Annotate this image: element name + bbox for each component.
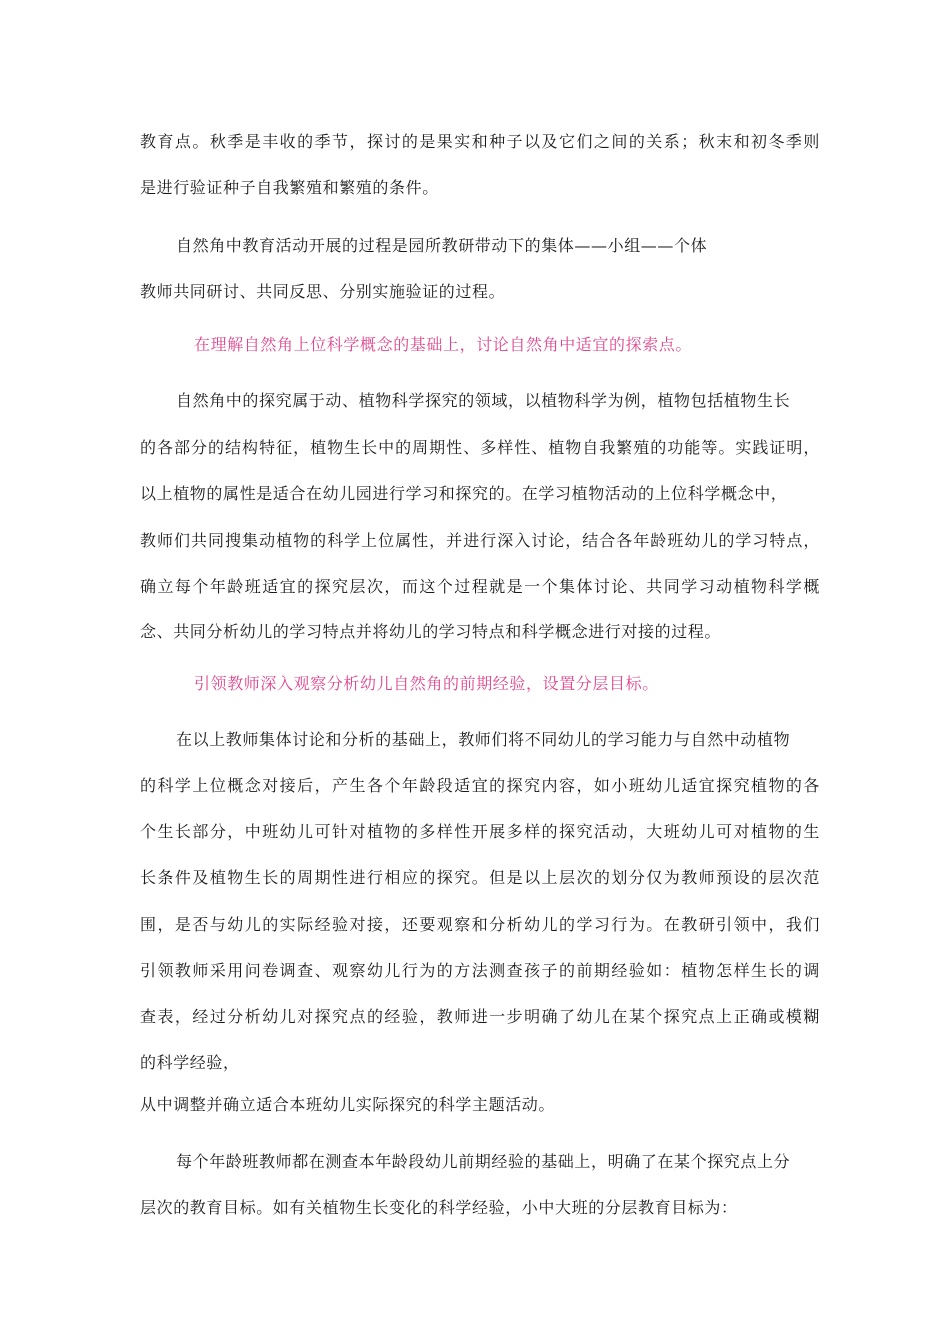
section-heading-2: 引领教师深入观察分析幼儿自然角的前期经验，设置分层目标。 <box>194 674 659 693</box>
paragraph-4-line-6: 引领教师采用问卷调查、观察幼儿行为的方法测查孩子的前期经验如：植物怎样生长的调 <box>140 961 820 980</box>
paragraph-4-line-9: 从中调整并确立适合本班幼儿实际探究的科学主题活动。 <box>140 1095 556 1114</box>
paragraph-3-line-3: 以上植物的属性是适合在幼儿园进行学习和探究的。在学习植物活动的上位科学概念中， <box>140 484 788 503</box>
paragraph-3-line-4: 教师们共同搜集动植物的科学上位属性，并进行深入讨论，结合各年龄班幼儿的学习特点， <box>140 531 820 550</box>
paragraph-4-line-7: 查表，经过分析幼儿对探究点的经验，教师进一步明确了幼儿在某个探究点上正确或模糊 <box>140 1007 820 1026</box>
paragraph-1-line-1: 教育点。秋季是丰收的季节，探讨的是果实和种子以及它们之间的关系；秋末和初冬季则 <box>140 132 820 151</box>
paragraph-4-line-5: 围，是否与幼儿的实际经验对接，还要观察和分析幼儿的学习行为。在教研引领中，我们 <box>140 915 820 934</box>
paragraph-5-line-1: 每个年龄班教师都在测查本年龄段幼儿前期经验的基础上，明确了在某个探究点上分 <box>176 1152 791 1171</box>
paragraph-3-line-1: 自然角中的探究属于动、植物科学探究的领域，以植物科学为例，植物包括植物生长 <box>176 391 791 410</box>
paragraph-4-line-4: 长条件及植物生长的周期性进行相应的探究。但是以上层次的划分仅为教师预设的层次范 <box>140 868 820 887</box>
paragraph-1-line-2: 是进行验证种子自我繁殖和繁殖的条件。 <box>140 178 439 197</box>
section-heading-1: 在理解自然角上位科学概念的基础上，讨论自然角中适宜的探索点。 <box>194 335 693 354</box>
paragraph-5-line-2: 层次的教育目标。如有关植物生长变化的科学经验，小中大班的分层教育目标为： <box>140 1198 738 1217</box>
paragraph-4-line-2: 的科学上位概念对接后，产生各个年龄段适宜的探究内容，如小班幼儿适宜探究植物的各 <box>140 776 820 795</box>
paragraph-4-line-8: 的科学经验， <box>140 1053 240 1072</box>
paragraph-3-line-2: 的各部分的结构特征，植物生长中的周期性、多样性、植物自我繁殖的功能等。实践证明， <box>140 438 820 457</box>
paragraph-3-line-5: 确立每个年龄班适宜的探究层次，而这个过程就是一个集体讨论、共同学习动植物科学概 <box>140 577 820 596</box>
paragraph-3-line-6: 念、共同分析幼儿的学习特点并将幼儿的学习特点和科学概念进行对接的过程。 <box>140 622 722 641</box>
paragraph-4-line-1: 在以上教师集体讨论和分析的基础上，教师们将不同幼儿的学习能力与自然中动植物 <box>176 730 791 749</box>
paragraph-2-line-1: 自然角中教育活动开展的过程是园所教研带动下的集体——小组——个体 <box>176 236 708 255</box>
paragraph-2-line-2: 教师共同研讨、共同反思、分别实施验证的过程。 <box>140 282 506 301</box>
paragraph-4-line-3: 个生长部分，中班幼儿可针对植物的多样性开展多样的探究活动，大班幼儿可对植物的生 <box>140 822 820 841</box>
